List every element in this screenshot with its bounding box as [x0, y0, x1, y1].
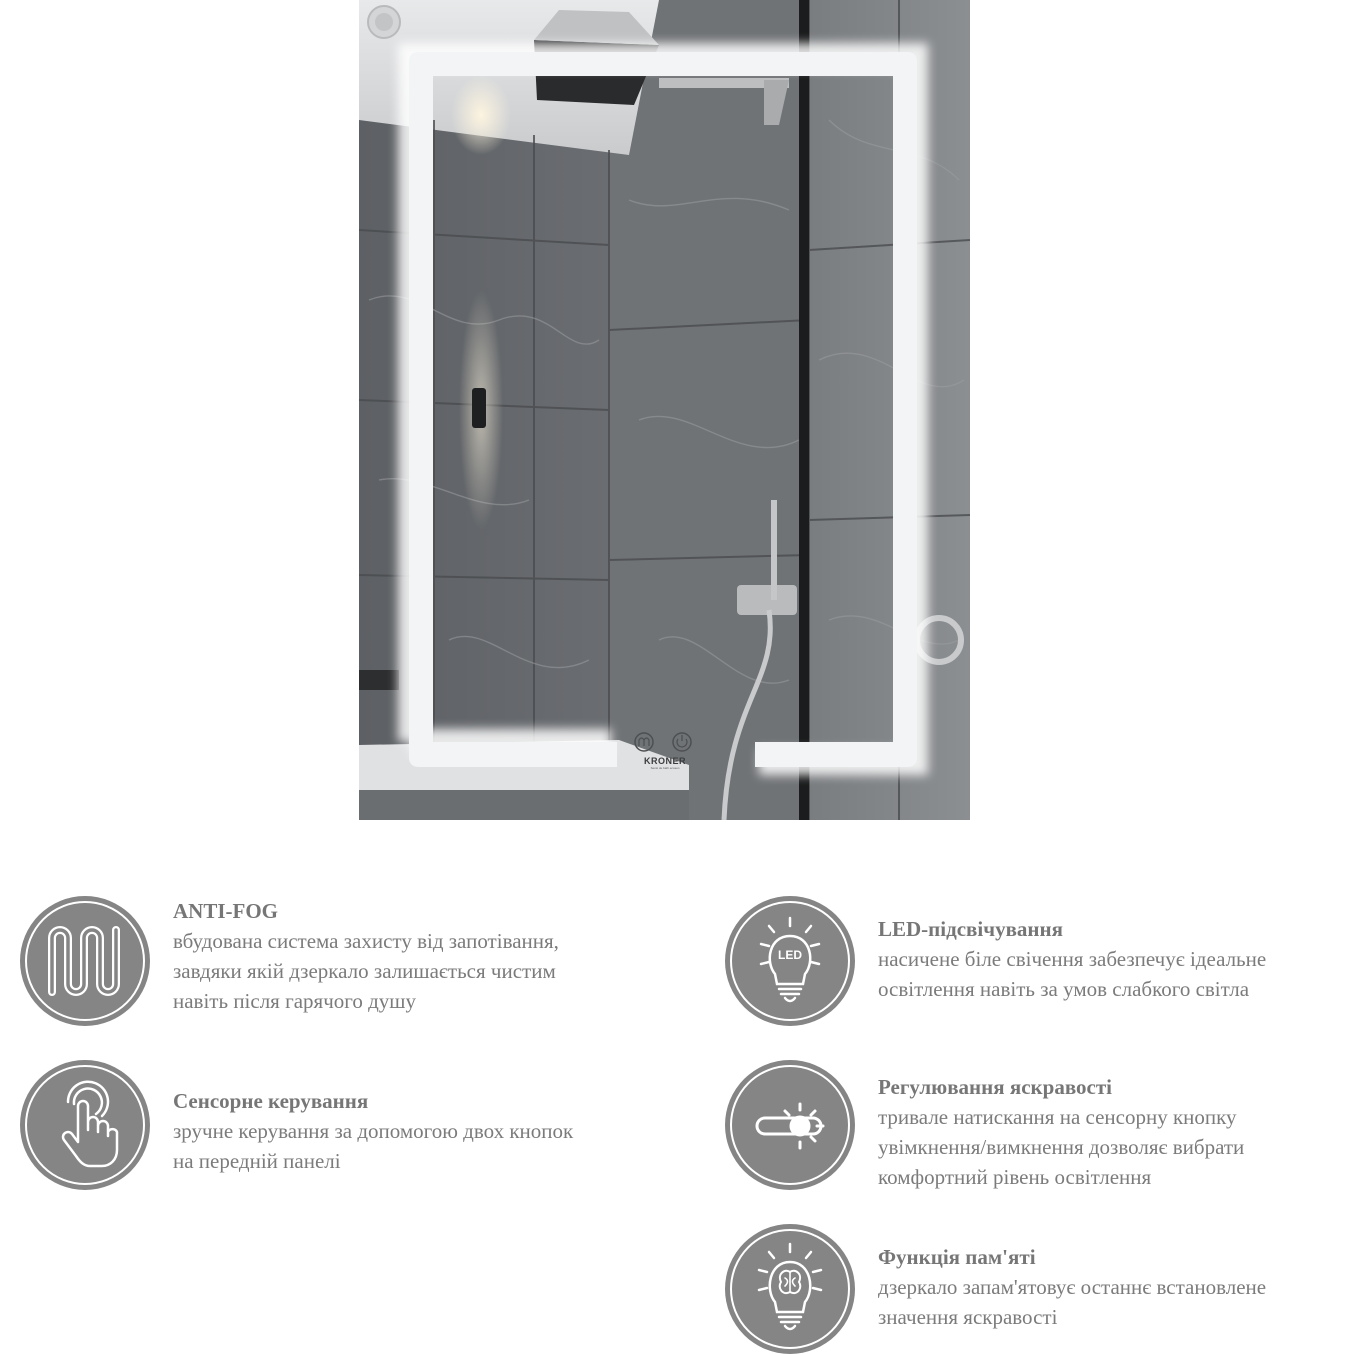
feature-text — [878, 1242, 1266, 1332]
feature-desc-line: завдяки якій дзеркало залишається чистим — [173, 959, 556, 983]
svg-text:LED: LED — [778, 948, 802, 962]
feature-desc-line: освітлення навіть за умов слабкого світла — [878, 977, 1250, 1001]
product-photo — [359, 0, 970, 820]
feature-desc-line: увімкнення/вимкнення дозволяє вибрати — [878, 1135, 1245, 1159]
feature-desc-line: тривале натискання на сенсорну кнопку — [878, 1105, 1237, 1129]
feature-desc-line: насичене біле свічення забезпечує ідеальне — [878, 947, 1267, 971]
feature-text — [173, 896, 559, 1016]
brain-bulb-icon — [725, 1224, 855, 1354]
touch-hand-icon — [20, 1060, 150, 1190]
feature-desc-line: на передній панелі — [173, 1149, 341, 1173]
brand-slogan-text: Sensi de bath ecosen — [650, 766, 680, 770]
feature-desc-line: зручне керування за допомогою двох кнопок — [173, 1119, 574, 1143]
feature-title: Регулювання яскравості — [878, 1075, 1112, 1099]
feature-title: ANTI-FOG — [173, 899, 278, 923]
mirror-illustration — [359, 0, 970, 820]
feature-title: Функція пам'яті — [878, 1245, 1036, 1269]
feature-title: Сенсорне керування — [173, 1089, 369, 1113]
feature-desc-line: дзеркало запам'ятовує останнє встановлене — [878, 1275, 1267, 1299]
heating-coil-icon — [20, 896, 150, 1026]
led-bulb-icon — [725, 896, 855, 1026]
brightness-slider-icon — [725, 1060, 855, 1190]
feature-desc-line: вбудована система захисту від запотівання, — [173, 929, 559, 953]
feature-text — [878, 914, 1266, 1004]
feature-desc-line: комфортний рівень освітлення — [878, 1165, 1152, 1189]
feature-desc-line: значення яскравості — [878, 1305, 1058, 1329]
feature-text — [173, 1086, 573, 1176]
feature-title: LED-підсвічування — [878, 917, 1063, 941]
brand-logo — [639, 756, 691, 770]
feature-text — [878, 1072, 1244, 1192]
feature-desc-line: навіть після гарячого душу — [173, 989, 416, 1013]
brand-logo-text: KRONER — [643, 756, 686, 766]
